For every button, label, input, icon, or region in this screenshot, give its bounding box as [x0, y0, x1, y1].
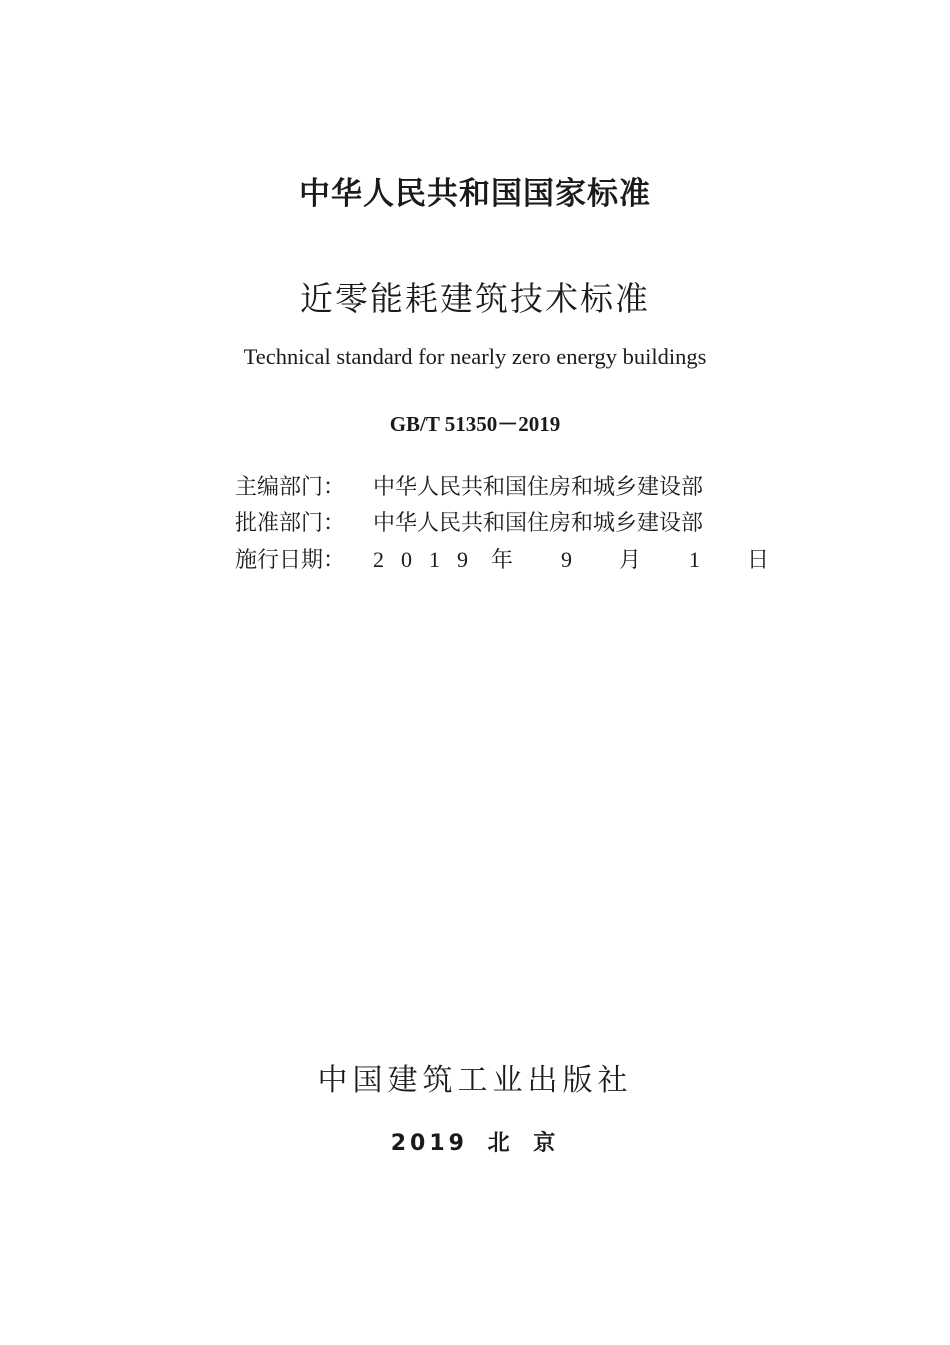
standard-title-english: Technical standard for nearly zero energy buildings [243, 344, 707, 369]
standard-title-chinese: 近零能耗建筑技术标准 [300, 279, 650, 318]
standard-info-block [235, 470, 769, 578]
effective-year: 2019 [373, 547, 485, 572]
day-unit: 日 [747, 548, 770, 573]
effective-date-label: 施行日期： [235, 548, 346, 573]
effective-day: 1 [689, 547, 700, 572]
publication-year-place: 2019 北 京 [390, 1131, 560, 1156]
national-standard-heading: 中华人民共和国国家标准 [299, 176, 651, 212]
approval-value: 中华人民共和国住房和城乡建设部 [373, 511, 704, 536]
standard-code: GB/T 51350－2019 [389, 412, 561, 436]
approval-row [235, 506, 769, 542]
chief-editor-row [235, 470, 769, 506]
effective-date-row [235, 542, 769, 578]
year-unit: 年 [491, 548, 514, 573]
month-unit: 月 [619, 548, 642, 573]
chief-editor-value: 中华人民共和国住房和城乡建设部 [373, 475, 704, 500]
publisher-name: 中国建筑工业出版社 [317, 1063, 633, 1098]
effective-month: 9 [561, 547, 572, 572]
approval-label: 批准部门： [235, 511, 346, 536]
chief-editor-label: 主编部门： [235, 475, 346, 500]
